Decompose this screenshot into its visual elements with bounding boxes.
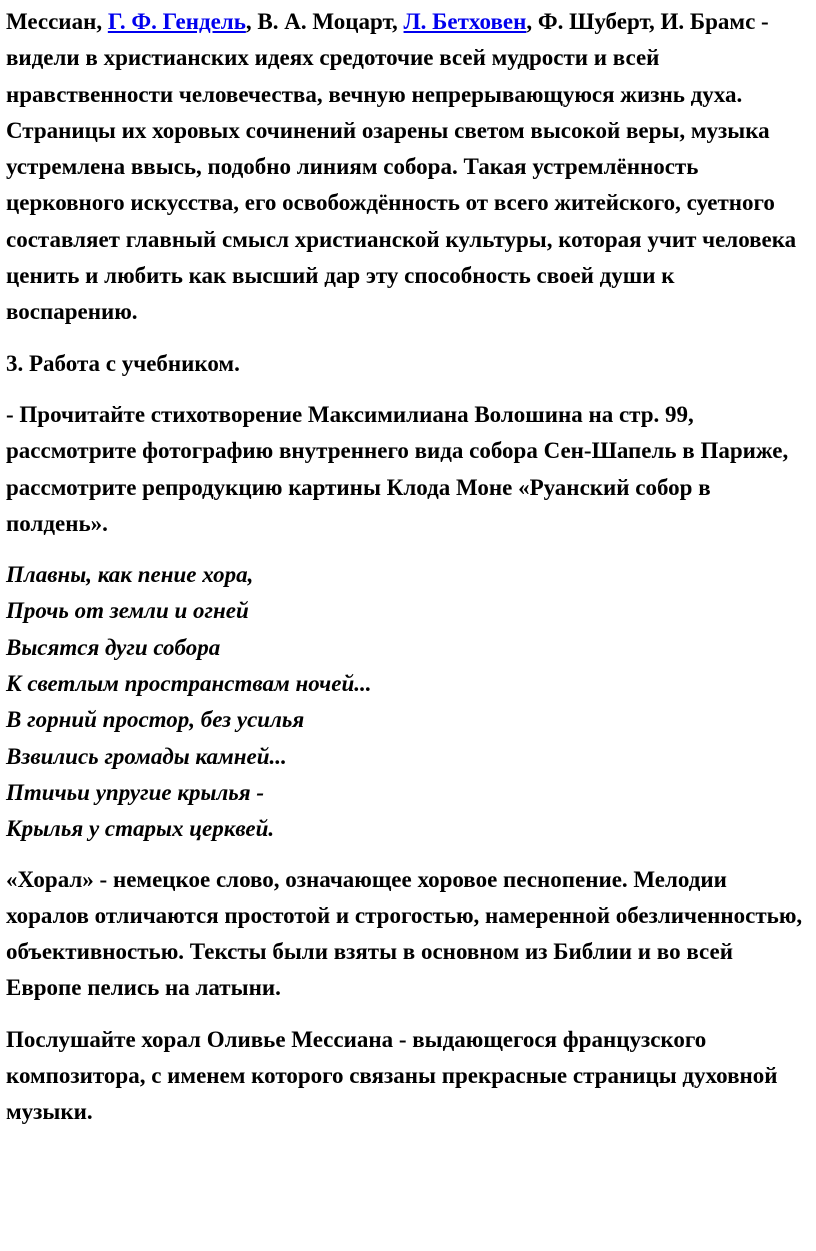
poem [6,557,810,847]
poem-line: Прочь от земли и огней [6,598,249,624]
poem-line: В горний простор, без усилья [6,707,305,733]
beethoven-link[interactable]: Л. Бетховен [403,9,527,34]
poem-line: Плавны, как пение хора, [6,562,254,588]
handel-link[interactable]: Г. Ф. Гендель [107,9,246,34]
poem-line: Птичьи упругие крылья - [6,779,265,805]
poem-line: Взвились громады камней... [6,743,287,769]
paragraph-rest-text: , Ф. Шуберт, И. Брамс - видели в христианских идеях средоточие всей мудрости и всей нравственности человечества, вечную непрерывающуюся жизнь духа. Страницы их хоровых сочинений озарены светом высокой веры, музыка устремлена ввысь, подобно линиям собора. Такая устремлённость церковного искусства, его освобождённость от всего житейского, суетного составляет главный смысл христианской культуры, которая учит человека ценить и любить как высший дар эту способность своей души к воспарению. [6,9,797,325]
section-heading: 3. Работа с учебником. [6,350,240,376]
instruction-paragraph: - Прочитайте стихотворение Максимилиана Волошина на стр. 99, рассмотрите фотографию внутреннего вида собора Сен-Шапель в Париже, рассмотрите репродукцию картины Клода Моне «Руанский собор в полдень». [6,401,789,536]
poem-line: Крылья у старых церквей. [6,816,275,842]
paragraph-mid-text: , В. А. Моцарт, [245,9,404,34]
composers-paragraph [6,4,810,331]
paragraph-lead-text: Мессиан, [6,9,108,34]
poem-line: К светлым пространствам ночей... [6,671,372,697]
poem-line: Высятся дуги собора [6,634,221,660]
listen-paragraph: Послушайте хорал Оливье Мессиана - выдающегося французского композитора, с именем которого связаны прекрасные страницы духовной музыки. [6,1026,778,1125]
chorale-paragraph: «Хорал» - немецкое слово, означающее хоровое песнопение. Мелодии хоралов отличаются простотой и строгостью, намеренной обезличенностью, объективностью. Тексты были взяты в основном из Библии и во всей Европе пелись на латыни. [6,866,803,1001]
